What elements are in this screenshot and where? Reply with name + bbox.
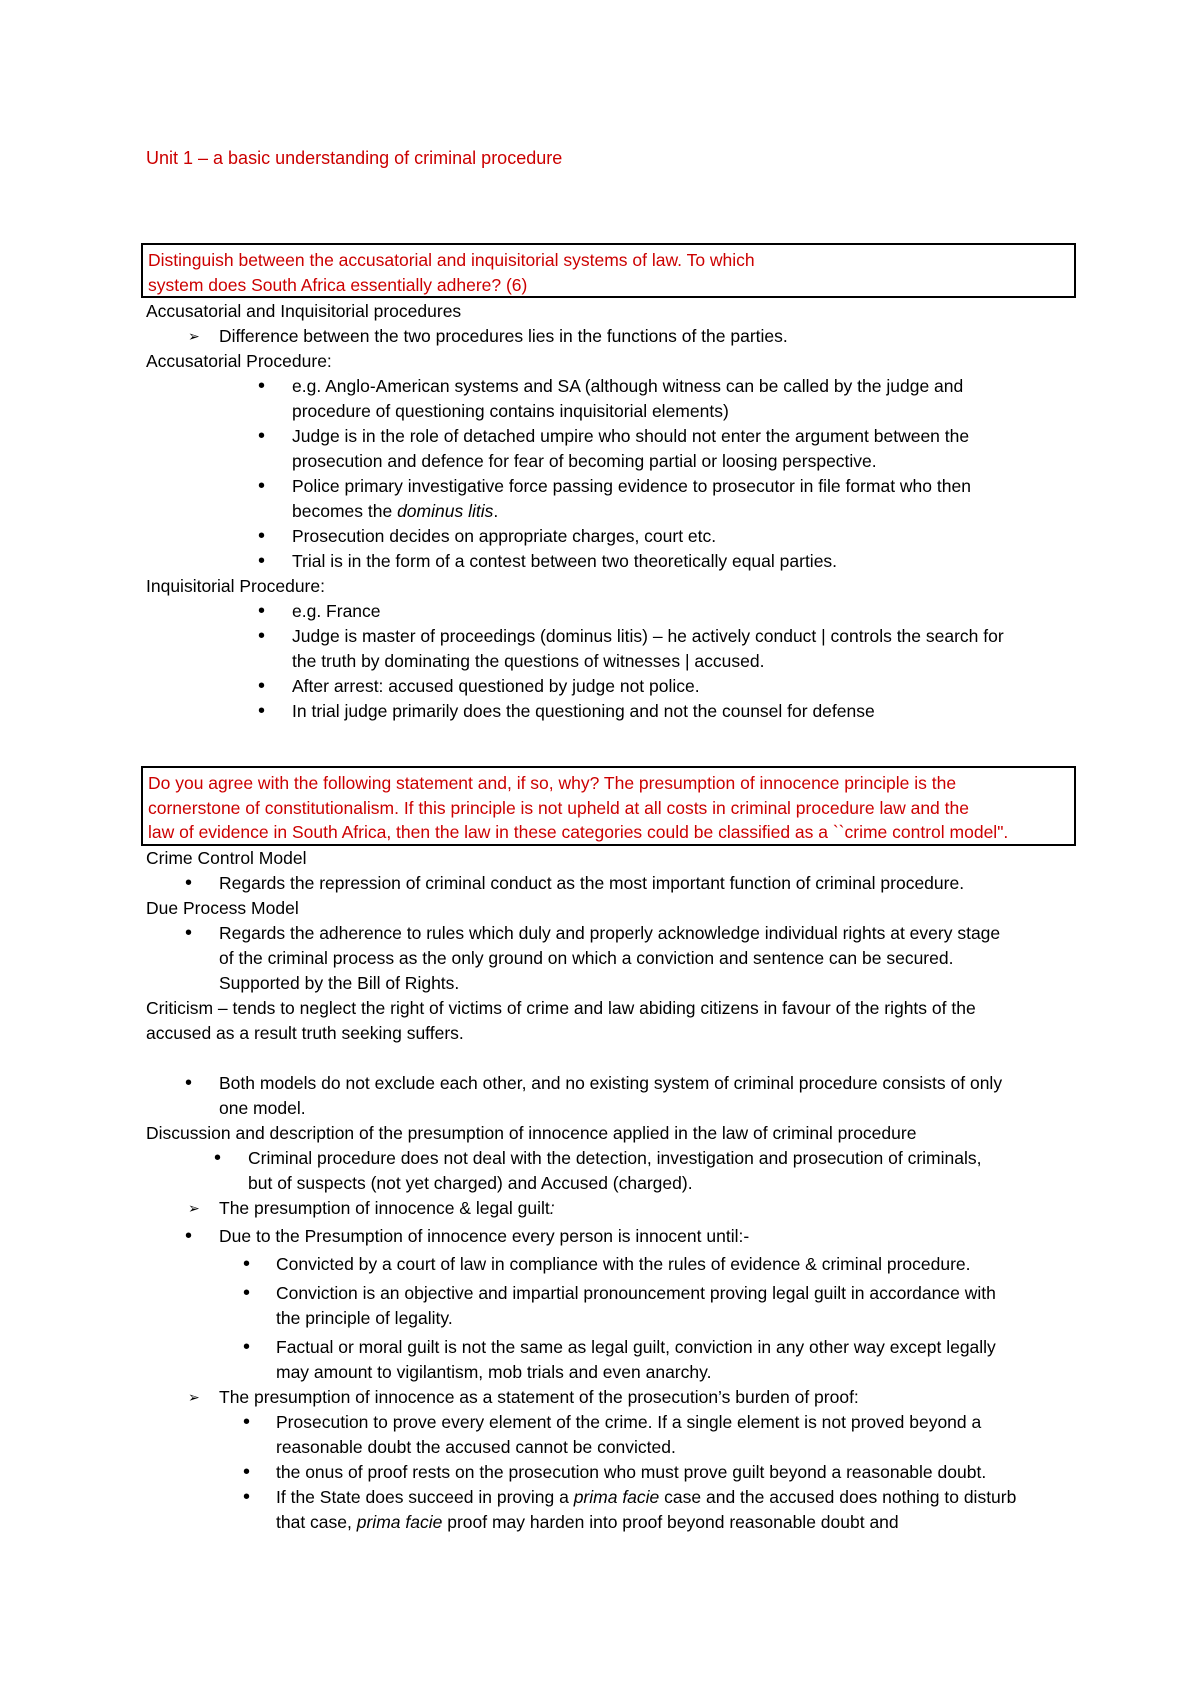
inquisitorial-heading: Inquisitorial Procedure:: [146, 576, 325, 596]
bullet-icon: •: [185, 1225, 193, 1247]
list-item: • Trial is in the form of a contest between two theoretically equal parties.: [258, 550, 838, 572]
list-item: • Judge is master of proceedings (dominus litis) – he actively conduct | controls the search for the truth by dominating the questions of witnesses | accused.: [258, 625, 1004, 671]
bullet-icon: •: [243, 1336, 251, 1358]
accusatorial-heading: Accusatorial Procedure:: [146, 351, 332, 371]
question-line: system does South Africa essentially adhere? (6): [148, 274, 528, 295]
list-item: • In trial judge primarily does the questioning and not the counsel for defense: [258, 700, 875, 722]
question-line: cornerstone of constitutionalism. If this principle is not upheld at all costs in criminal procedure law and the: [148, 797, 969, 818]
bullet-icon: •: [243, 1461, 251, 1483]
bullet-icon: •: [185, 1072, 193, 1094]
section-accusatorial-inquisitorial: [146, 299, 1076, 724]
due-process-heading: Due Process Model: [146, 898, 299, 918]
bullet-icon: •: [243, 1411, 251, 1433]
arrow-item: ➢ The presumption of innocence & legal guilt:: [146, 1196, 1076, 1221]
list-item: • Both models do not exclude each other, and no existing system of criminal procedure consists of only one model.: [185, 1072, 1003, 1118]
bullet-icon: •: [214, 1147, 222, 1169]
list-item: • Judge is in the role of detached umpire who should not enter the argument between the prosecution and defence for fear of becoming partial or loosing perspective.: [258, 425, 970, 471]
latin-term: prima facie: [356, 1512, 443, 1532]
sub-list-item: • Convicted by a court of law in compliance with the rules of evidence & criminal procedure.: [243, 1253, 971, 1275]
question-box-1: [141, 243, 1076, 298]
bullet-icon: •: [258, 425, 266, 447]
arrow-item: ➢ The presumption of innocence as a statement of the prosecution’s burden of proof:: [146, 1385, 1076, 1410]
arrow-bullet-icon: ➢: [188, 1389, 200, 1405]
sub-list-item: • the onus of proof rests on the prosecution who must prove guilt beyond a reasonable doubt.: [243, 1461, 987, 1483]
list-item: • Regards the repression of criminal conduct as the most important function of criminal procedure.: [185, 872, 965, 894]
section-heading: Accusatorial and Inquisitorial procedures: [146, 301, 462, 321]
arrow-bullet-icon: ➢: [188, 328, 200, 344]
list-item: • Regards the adherence to rules which duly and properly acknowledge individual rights at every stage of the criminal process as the only ground on which a conviction and sentence can be secured. Supported by the Bill of Rights.: [185, 922, 1001, 993]
bullet-icon: •: [258, 675, 266, 697]
latin-term: prima facie: [573, 1487, 660, 1507]
bullet-icon: •: [185, 872, 193, 894]
list-item: • After arrest: accused questioned by judge not police.: [258, 675, 700, 697]
sub-list-item: • Factual or moral guilt is not the same as legal guilt, conviction in any other way except legally may amount to vigilantism, mob trials and even anarchy.: [243, 1336, 996, 1382]
list-item: • Police primary investigative force passing evidence to prosecutor in file format who then becomes the dominus litis.: [258, 475, 971, 521]
bullet-icon: •: [243, 1486, 251, 1508]
unit-title: Unit 1 – a basic understanding of criminal procedure: [146, 148, 563, 168]
arrow-item: ➢ Difference between the two procedures lies in the functions of the parties.: [146, 324, 1076, 349]
question-line: law of evidence in South Africa, then the law in these categories could be classified as a ``crime control model".: [148, 822, 1009, 842]
bullet-icon: •: [258, 550, 266, 572]
sub-list-item: • Conviction is an objective and impartial pronouncement proving legal guilt in accordance with the principle of legality.: [243, 1282, 996, 1328]
list-item: • Due to the Presumption of innocence every person is innocent until:-: [185, 1225, 750, 1247]
arrow-bullet-icon: ➢: [188, 1200, 200, 1216]
bullet-icon: •: [258, 475, 266, 497]
question-line: Do you agree with the following statement and, if so, why? The presumption of innocence principle is the: [148, 773, 957, 793]
list-item: • Criminal procedure does not deal with the detection, investigation and prosecution of criminals, but of suspects (not yet charged) and Accused (charged).: [214, 1147, 982, 1193]
list-item: • Prosecution decides on appropriate charges, court etc.: [258, 525, 717, 547]
bullet-icon: •: [243, 1282, 251, 1304]
question-box-2: [141, 766, 1076, 846]
criticism-paragraph: Criticism – tends to neglect the right of victims of crime and law abiding citizens in favour of the rights of the accused as a result truth seeking suffers.: [146, 998, 976, 1043]
sub-list-item: • If the State does succeed in proving a prima facie case and the accused does nothing to disturb that case, prima facie proof may harden into proof beyond reasonable doubt and: [243, 1486, 1017, 1532]
discussion-heading: Discussion and description of the presumption of innocence applied in the law of criminal procedure: [146, 1123, 917, 1143]
bullet-icon: •: [185, 922, 193, 944]
bullet-icon: •: [243, 1253, 251, 1275]
bullet-icon: •: [258, 600, 266, 622]
crime-control-heading: Crime Control Model: [146, 848, 307, 868]
list-item: • e.g. Anglo-American systems and SA (although witness can be called by the judge and procedure of questioning contains inquisitorial elements): [258, 375, 964, 421]
bullet-icon: •: [258, 700, 266, 722]
bullet-icon: •: [258, 625, 266, 647]
sub-list-item: • Prosecution to prove every element of the crime. If a single element is not proved beyond a reasonable doubt the accused cannot be convicted.: [243, 1411, 982, 1457]
bullet-icon: •: [258, 525, 266, 547]
question-line: Distinguish between the accusatorial and inquisitorial systems of law. To which: [148, 250, 755, 270]
section-models: [146, 846, 1076, 1535]
latin-term: dominus litis: [397, 501, 494, 521]
list-item: • e.g. France: [258, 600, 381, 622]
bullet-icon: •: [258, 375, 266, 397]
